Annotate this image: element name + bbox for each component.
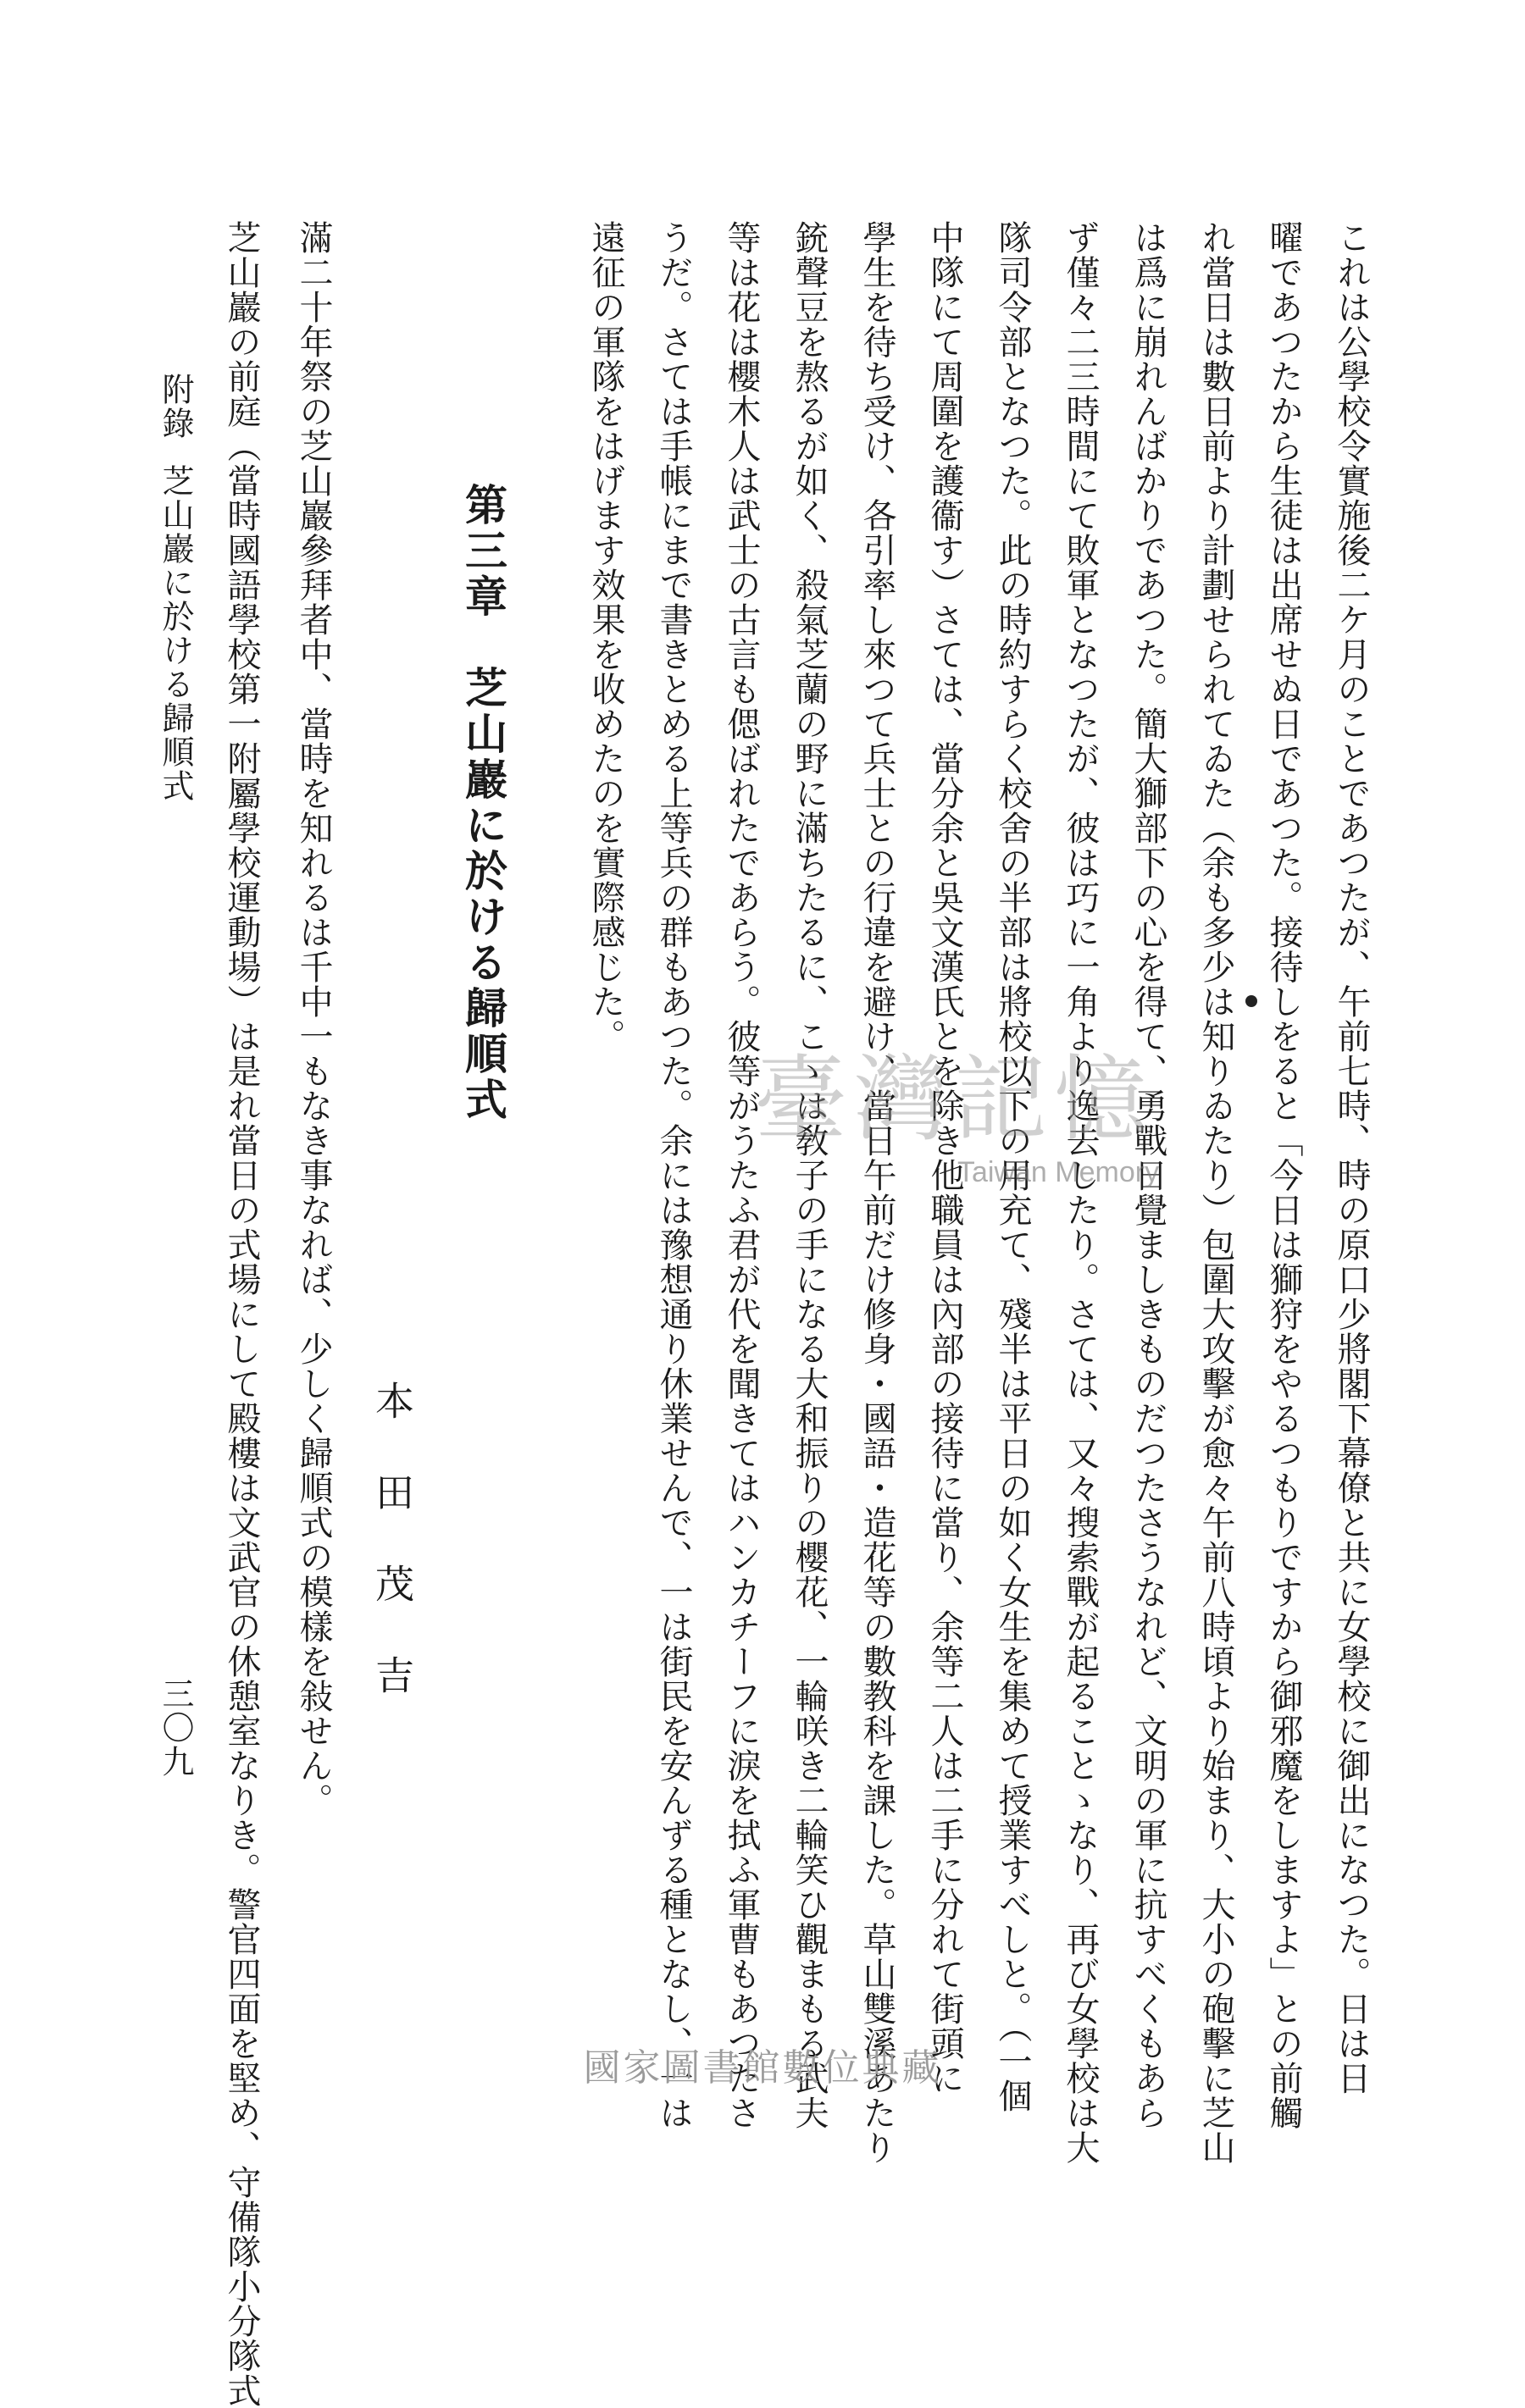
body-column-8: 學生を待ち受け、各引率し來つて兵士との行違を避け、當日午前だけ修身・國語・造花等の數教科を課した。草山雙溪あたり [857,220,896,2165]
lower-column-2: 芝山巖の前庭（當時國語學校第一附屬學校運動場）は是れ當日の式場にして殿樓は文武官の休憩室なりき。警官四面を堅め、守備隊小分隊式 [222,220,261,2408]
body-column-11: うだ。さては手帳にまで書きとめる上等兵の群もあつた。余には豫想通り休業せんで、一は街民を安んずる種となし、一は [654,220,693,2130]
chapter-title: 第三章 芝山巖に於ける歸順式 [458,483,508,1123]
watermark-logo: 臺灣記憶 [754,1045,1154,1154]
body-column-1: これは公學校令實施後二ケ月のことであつたが、午前七時、時の原口少將閣下幕僚と共に女學校に御出になつた。日は日 [1332,220,1371,2095]
archive-label: 國家圖書館數位典藏 [583,2046,942,2090]
body-column-7: 中隊にて周圍を護衞す）さては、當分余と吳文漢氏とを除き他職員は內部の接待に當り、余等二人は二手に分れて街頭に [925,220,964,2095]
body-column-10: 等は花は櫻木人は武士の古言も偲ばれたであらう。彼等がうたふ君が代を聞きてはハンカチーフに淚を拭ふ軍曹もあつたさ [722,220,761,2130]
author-name: 本田茂吉 [369,1381,415,1746]
body-column-12: 遠征の軍隊をはげます效果を收めたのを實際感じた。 [586,220,625,1054]
watermark-caption: Taiwan Memory [957,1156,1160,1188]
body-column-2: 曜であつたから生徒は出席せぬ日であつた。接待しをると「今日は獅狩をやるつもりですから御邪魔をしますよ」との前觸 [1264,220,1303,2130]
ink-dot [1245,995,1257,1007]
running-title: 芝山巖に於ける歸順式 [157,464,194,803]
body-column-5: ず僅々二三時間にて敗軍となつたが、彼は巧に一角より逸去したり。さては、又々搜索戰が起ることゝなり、再び女學校は大 [1061,220,1100,2165]
running-footer [152,373,199,803]
body-column-9: 銃聲豆を熬るが如く、殺氣芝蘭の野に滿ちたるに、こゝは敎子の手になる大和振りの櫻花、一輪咲き二輪笑ひ觀まもる武夫 [790,220,829,2130]
body-column-6: 隊司令部となつた。此の時約すらく校舍の半部は將校以下の用充て、殘半は平日の如く女生を集めて授業すべしと。（一個 [993,220,1032,2113]
body-column-3: れ當日は數日前より計劃せられてゐた（余も多少は知りゐたり）包圍大攻擊が愈々午前八時頃より始まり、大小の砲擊に芝山 [1196,220,1235,2165]
page-number: 三〇九 [157,1677,194,1779]
body-column-4: は爲に崩れんばかりであつた。簡大獅部下の心を得て、勇戰日覺ましきものだつたさうなれど、文明の軍に抗すべくもあら [1128,220,1167,2130]
section-label: 附錄 [157,373,194,440]
lower-column-1: 滿二十年祭の芝山巖參拜者中、當時を知れるは千中一もなき事なれば、少しく歸順式の模樣を敍せん。 [294,220,333,1818]
